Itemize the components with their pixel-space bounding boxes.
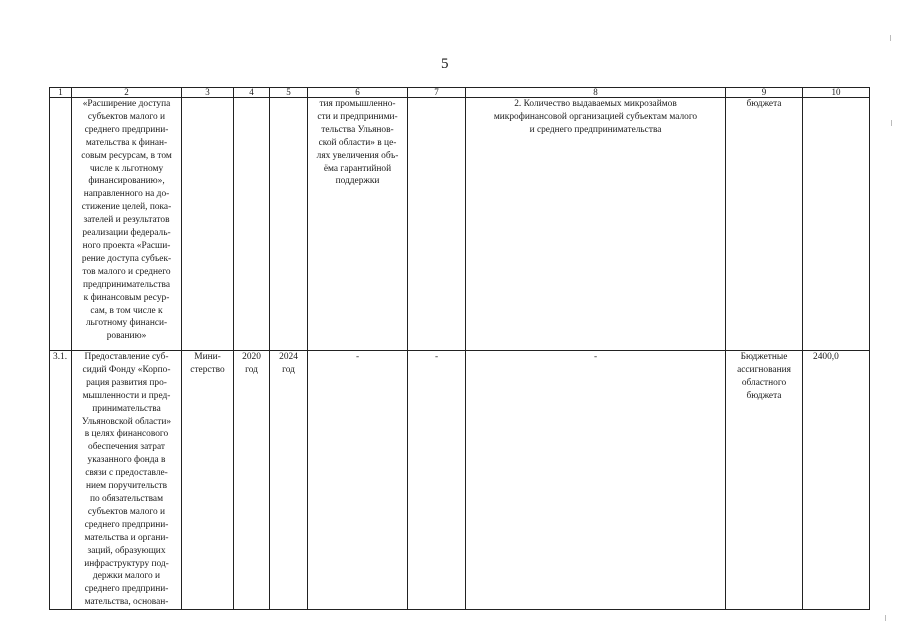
table-row-continuation — [50, 98, 870, 351]
cell-funding-source: бюджета — [726, 98, 803, 351]
col-header-7: 7 — [408, 88, 466, 98]
cell-indicator: - — [466, 351, 726, 610]
col-header-9: 9 — [726, 88, 803, 98]
cell-amount — [803, 98, 870, 351]
scan-artifact — [890, 35, 891, 41]
cell-funding-source: Бюджетные ассигнования областного бюджета — [726, 351, 803, 610]
page-number: 5 — [441, 56, 449, 72]
cell-measure-name: «Расширение доступа субъектов малого и среднего предприни- мательства к финан- совым ресурсам, в том числе к льготному финансированию», направленного на до- стижение целей, пока- зателей и результатов реализации федераль- ного проекта «Расши- рение доступа субъек- тов малого и среднего предпринимательства к финансовым ресур- сам, в том числе к льготному финанси- рованию» — [72, 98, 182, 351]
col-header-3: 3 — [182, 88, 234, 98]
cell-start-year — [234, 98, 270, 351]
col-header-1: 1 — [50, 88, 72, 98]
scan-artifact — [891, 120, 892, 126]
cell-expected-result: тия промышленно- сти и предприними- тельства Ульянов- ской области» в це- лях увеличения объ- ёма гарантийной поддержки — [308, 98, 408, 351]
cell-executor: Мини- стерство — [182, 351, 234, 610]
column-number-row — [50, 88, 870, 98]
col-header-5: 5 — [270, 88, 308, 98]
cell-end-year — [270, 98, 308, 351]
cell-col7: - — [408, 351, 466, 610]
cell-end-year: 2024 год — [270, 351, 308, 610]
program-table — [49, 87, 870, 610]
table-row-3-1 — [50, 351, 870, 610]
cell-measure-name: Предоставление суб- сидий Фонду «Корпо- рация развития про- мышленности и пред- принимательства Ульяновской области» в целях финансового обеспечения затрат указанного фонда в связи с предоставле- нием поручительств по обязательствам субъектов малого и среднего предприни- мательства и органи- заций, образующих инфраструктуру под- держки малого и среднего предприни- мательства, основан- — [72, 351, 182, 610]
cell-expected-result: - — [308, 351, 408, 610]
cell-number — [50, 98, 72, 351]
col-header-10: 10 — [803, 88, 870, 98]
cell-indicator: 2. Количество выдаваемых микрозаймов микрофинансовой организацией субъектам малого и среднего предпринимательства — [466, 98, 726, 351]
scan-artifact — [885, 615, 886, 621]
cell-col7 — [408, 98, 466, 351]
col-header-6: 6 — [308, 88, 408, 98]
cell-number: 3.1. — [50, 351, 72, 610]
col-header-2: 2 — [72, 88, 182, 98]
cell-amount: 2400,0 — [803, 351, 870, 610]
cell-start-year: 2020 год — [234, 351, 270, 610]
col-header-4: 4 — [234, 88, 270, 98]
col-header-8: 8 — [466, 88, 726, 98]
cell-executor — [182, 98, 234, 351]
